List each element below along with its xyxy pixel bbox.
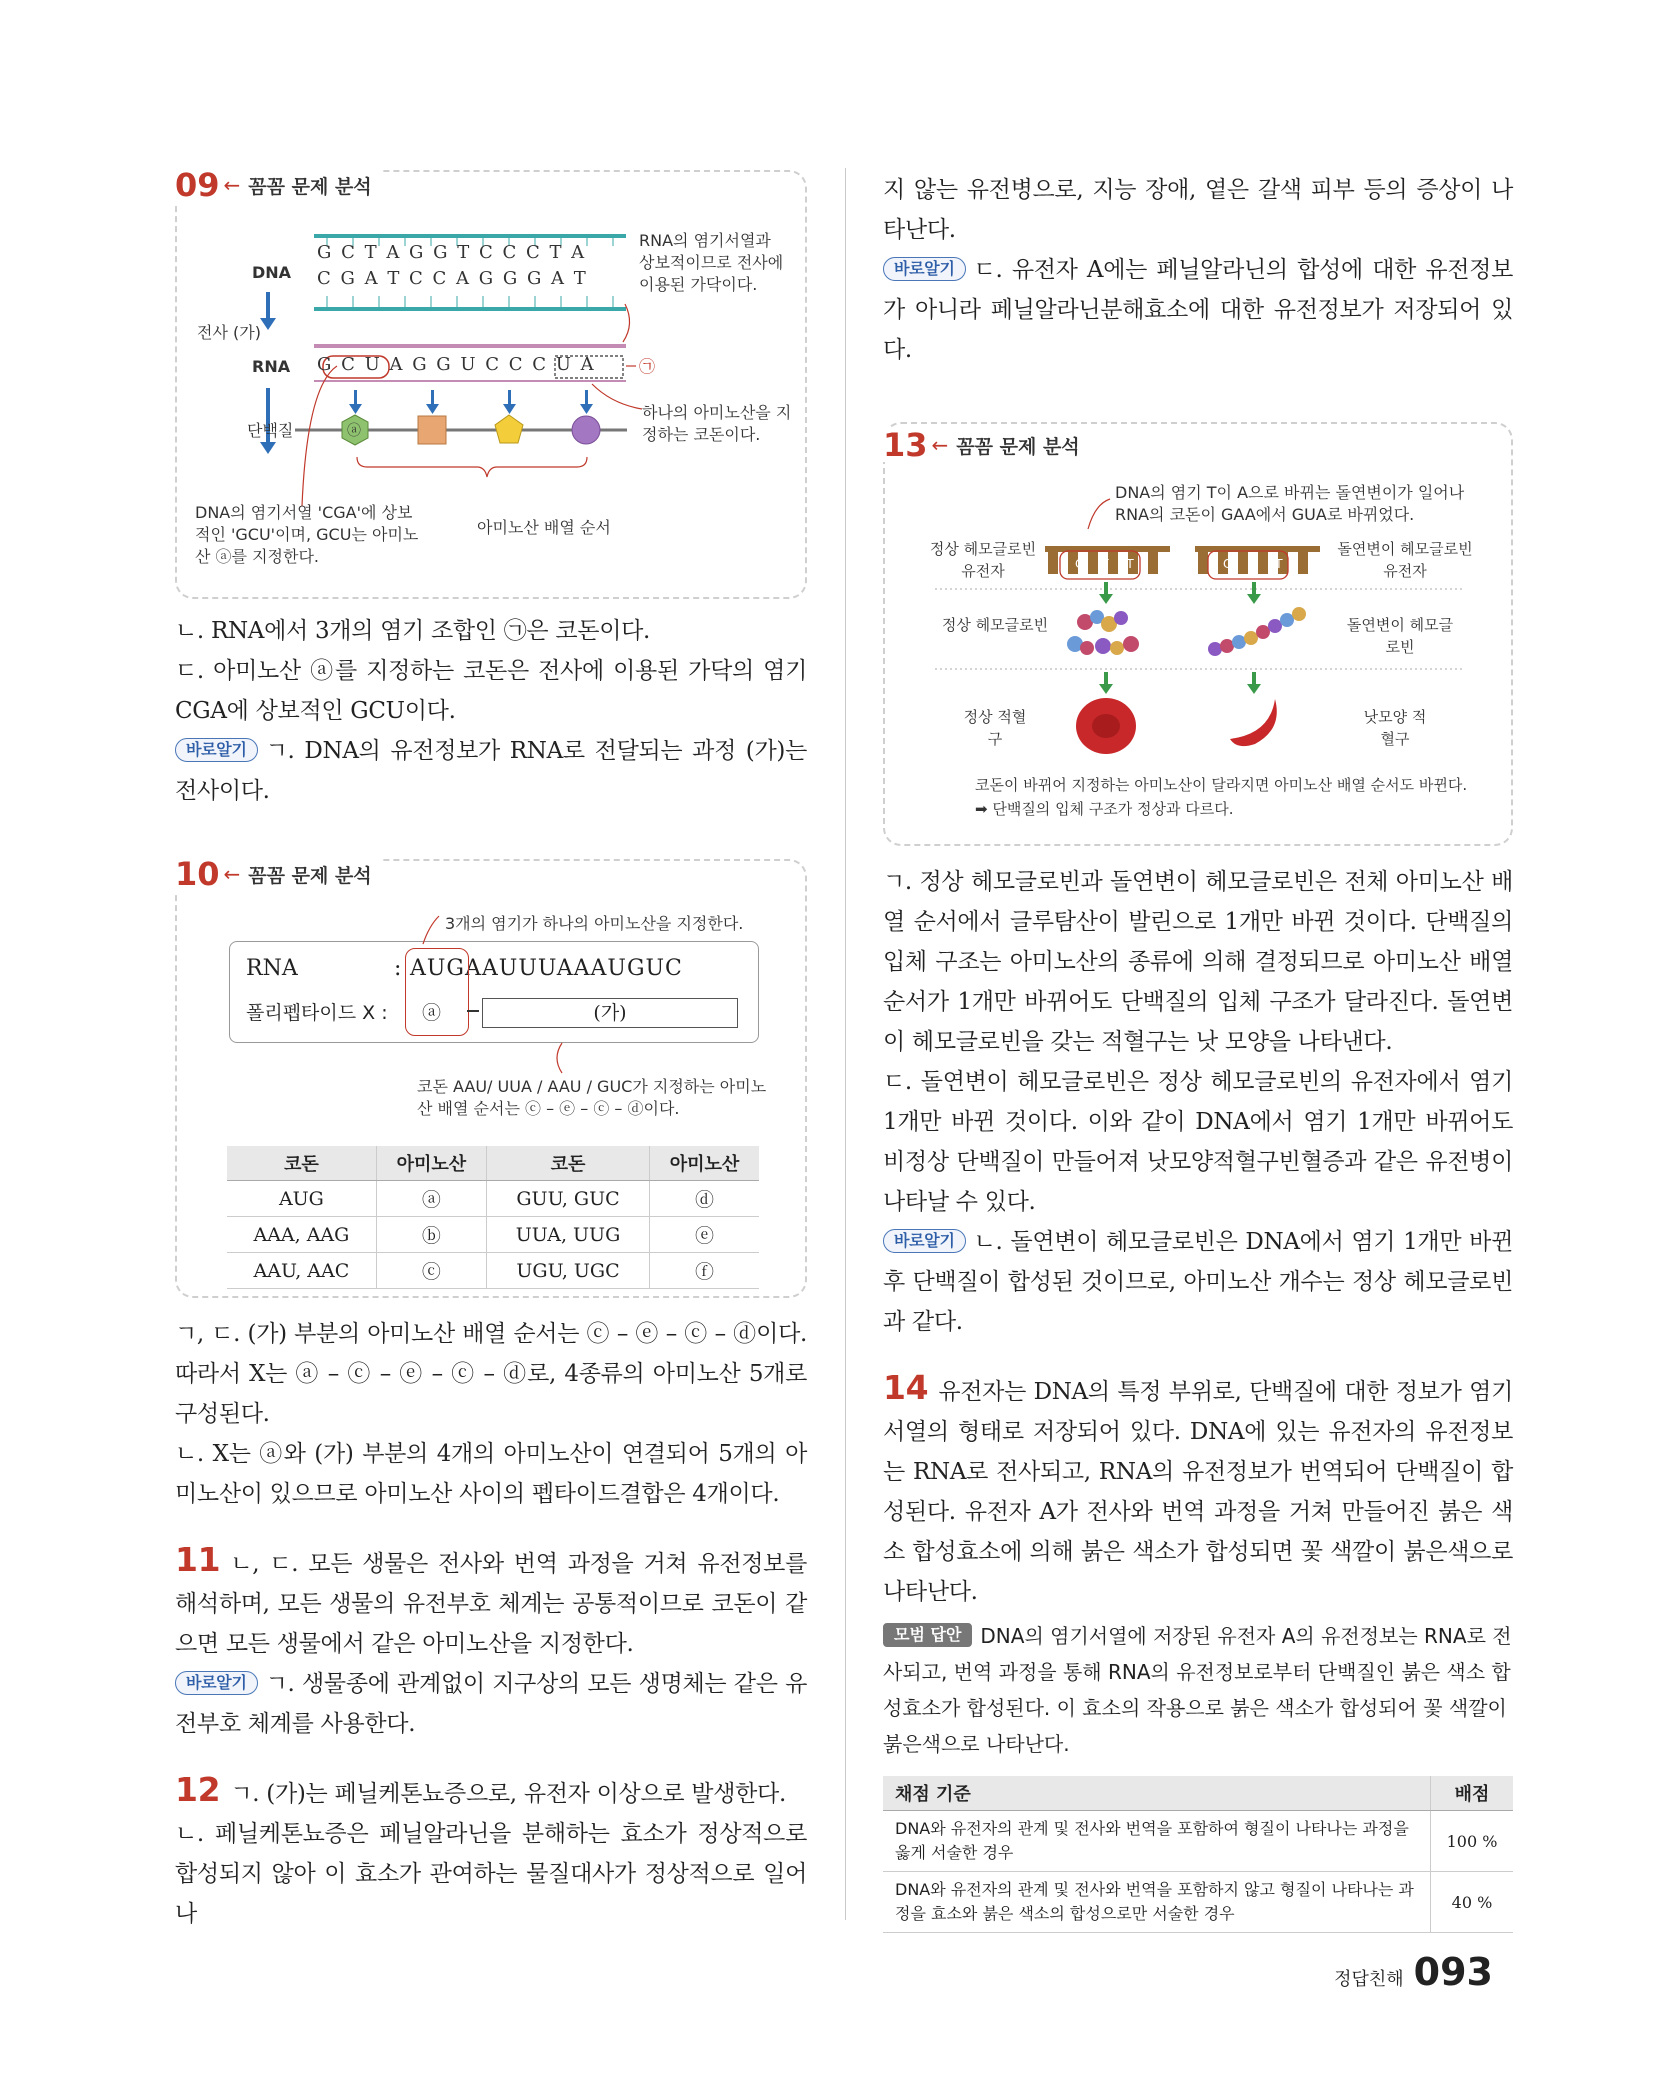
mutant-gene-label: 돌연변이 헤모글로빈 유전자: [1337, 540, 1473, 580]
poly-label: 폴리펩타이드 X :: [246, 1002, 388, 1024]
seq-mutant: C A T: [1223, 557, 1290, 571]
amino-acid-circle: [572, 416, 600, 444]
rna-seq-box: RNA : AUGAAUUUAAAUGUC 폴리펩타이드 X : ⓐ (가): [229, 941, 759, 1043]
q12-text-2: ㄴ. 페닐케톤뇨증은 페닐알라닌을 분해하는 효소가 정상적으로 합성되지 않아 이 효소가 관여하는 물질대사가 정상적으로 일어나: [175, 1821, 807, 1927]
normal-hemoglobin: [1067, 610, 1139, 655]
dash-icon: ←: [223, 173, 241, 197]
q10-rna-seq: AUGAAUUUAAAUGUC: [410, 956, 683, 981]
left-column: [175, 166, 807, 1934]
model-answer-badge: 모범 답안: [883, 1623, 972, 1647]
q11-number: 11: [175, 1540, 221, 1579]
dash-icon: ←: [223, 862, 241, 886]
q13-note-top: DNA의 염기 T이 A으로 바뀌는 돌연변이가 일어나 RNA의 코돈이 GAA에서 GUA로 바뀌었다.: [1115, 483, 1465, 524]
poly-ga-box: (가): [482, 998, 738, 1028]
amino-acid-square: [418, 416, 446, 444]
note-gcu: DNA의 염기서열 'CGA'에 상보적인 'GCU'이며, GCU는 아미노산 ⓐ를 지정한다.: [195, 503, 419, 566]
q10-note-bottom: 코돈 AAU/ UUA / AAU / GUC가 지정하는 아미노산 배열 순서는 ⓒ – ⓔ – ⓒ – ⓓ이다.: [417, 1077, 767, 1118]
seq-normal: C T T: [1075, 557, 1141, 571]
q09-text-d: ㄷ. 아미노산 ⓐ를 지정하는 코돈은 전사에 이용된 가닥의 염기 CGA에 상보적인 GCU이다.: [175, 658, 807, 724]
q10-note-top: 3개의 염기가 하나의 아미노산을 지정한다.: [445, 914, 744, 933]
barorgi-badge: 바로알기: [883, 257, 966, 281]
q10-rna-label: RNA: [246, 956, 298, 981]
q13-note-bottom-2: ➡ 단백질의 입체 구조가 정상과 다르다.: [975, 800, 1234, 818]
q10-analysis-box: [175, 855, 807, 1298]
sickle-rbc: [1230, 699, 1277, 746]
score-table: [883, 1776, 1513, 1933]
table-row: AAA, AAG ⓑ UUA, UUG ⓔ: [227, 1217, 759, 1253]
q09-number: 09: [175, 166, 220, 204]
rna-seq: G C U A G G U C C C U A: [317, 354, 596, 375]
table-row: DNA와 유전자의 관계 및 전사와 번역을 포함하여 형질이 나타나는 과정을 옳게 서술한 경우 100 %: [883, 1811, 1513, 1872]
protein-label: 단백질: [247, 421, 294, 440]
rna-strand: [314, 344, 626, 348]
mutant-rbc-label: 낫모양 적혈구: [1363, 708, 1427, 748]
transcription-label: 전사 (가): [197, 323, 261, 342]
normal-rbc-label: 정상 적혈구: [963, 708, 1027, 748]
q13-text-d: ㄷ. 돌연변이 헤모글로빈은 정상 헤모글로빈의 유전자에서 염기 1개만 바뀐 것이다. 이와 같이 DNA에서 염기 1개만 바뀌어도 비정상 단백질이 만들어져 낫모양적혈구빈혈증과 같은 유전병이 나타날 수 있다.: [883, 1069, 1513, 1215]
codon-header: 코돈: [227, 1146, 376, 1181]
codon-table-wrap: [227, 1146, 759, 1289]
mutant-hemoglobin: [1208, 607, 1306, 656]
dash-icon: ←: [931, 433, 949, 457]
q14-number: 14: [883, 1368, 929, 1407]
q09-barorgi-text: ㄱ. DNA의 유전정보가 RNA로 전달되는 과정 (가)는 전사이다.: [175, 738, 807, 804]
column-divider: [845, 168, 846, 1920]
codon-header: 코돈: [486, 1146, 649, 1181]
poly-marker-a: ⓐ: [422, 1002, 442, 1024]
barorgi-badge: 바로알기: [175, 1671, 258, 1695]
criteria-header: 채점 기준: [883, 1776, 1431, 1811]
codon-table: [227, 1146, 759, 1289]
q09-analysis-box: [175, 166, 807, 599]
q13-label: 꼼꼼 문제 분석: [956, 435, 1080, 458]
q13-barorgi: 바로알기 ㄴ. 돌연변이 헤모글로빈은 DNA에서 염기 1개만 바뀐 후 단백질이 합성된 것이므로, 아미노산 개수는 정상 헤모글로빈과 같다.: [883, 1229, 1513, 1335]
dna-top-seq: G C T A G G T C C C T A: [317, 242, 587, 263]
q12-text-1: 12 ㄱ. (가)는 페닐케톤뇨증으로, 유전자 이상으로 발생한다.: [175, 1770, 786, 1809]
note-order: 아미노산 배열 순서: [477, 518, 611, 537]
amino-header: 아미노산: [650, 1146, 759, 1181]
q12-number: 12: [175, 1770, 221, 1809]
q13-number: 13: [883, 426, 928, 464]
amino-header: 아미노산: [376, 1146, 486, 1181]
q09-text-n: ㄴ. RNA에서 3개의 염기 조합인 ㉠은 코돈이다.: [175, 618, 651, 644]
dna-bottom-seq: C G A T C C A G G G A T: [317, 268, 588, 289]
q10-text-2: ㄴ. X는 ⓐ와 (가) 부분의 4개의 아미노산이 연결되어 5개의 아미노산이 있으므로 아미노산 사이의 펩타이드결합은 4개이다.: [175, 1441, 807, 1507]
footer-label: 정답친해: [1334, 1969, 1404, 1990]
q10-label: 꼼꼼 문제 분석: [248, 864, 372, 887]
q13-analysis-box: [883, 422, 1513, 846]
q09-barorgi: [175, 731, 807, 811]
dna-strand-bottom: [314, 307, 626, 311]
dna-label: DNA: [252, 263, 292, 282]
normal-hb-label: 정상 헤모글로빈: [941, 616, 1049, 634]
table-row: AAU, AAC ⓒ UGU, UGC ⓕ: [227, 1253, 759, 1289]
page-footer: [1334, 1950, 1493, 1994]
note-template: RNA의 염기서열과 상보적이므로 전사에 이용된 가닥이다.: [639, 231, 784, 294]
table-row: DNA와 유전자의 관계 및 전사와 번역을 포함하지 않고 형질이 나타나는 과정을 효소와 붉은 색소의 합성으로만 서술한 경우 40 %: [883, 1872, 1513, 1933]
points-header: 배점: [1431, 1776, 1514, 1811]
marker-g: ㉠: [639, 357, 656, 376]
q14-text: 14 유전자는 DNA의 특정 부위로, 단백질에 대한 정보가 염기서열의 형태로 저장되어 있다. DNA에 있는 유전자의 유전정보는 RNA로 전사되고, RNA의 유전정보가 번역되어 단백질이 합성된다. 유전자 A가 전사와 번역 과정을 거쳐 만들어진 붉은 색소 합성효소에 의해 붉은 색소가 합성되면 꽃 색깔이 붉은색으로 나타난다.: [883, 1368, 1513, 1605]
dna-strand-top: [314, 234, 626, 238]
q10-number: 10: [175, 855, 220, 893]
barorgi-badge: 바로알기: [175, 738, 258, 762]
normal-gene-label: 정상 헤모글로빈 유전자: [929, 540, 1037, 580]
q09-label: 꼼꼼 문제 분석: [248, 175, 372, 198]
page-number: 093: [1413, 1950, 1493, 1994]
marker-a: ⓐ: [347, 423, 361, 439]
q10-header: [175, 857, 380, 891]
q11-text: 11 ㄴ, ㄷ. 모든 생물은 전사와 번역 과정을 거쳐 유전정보를 해석하며, 모든 생물의 유전부호 체계는 공통적이므로 코돈이 같으면 모든 생물에서 같은 아미노산을 지정한다.: [175, 1540, 807, 1657]
barorgi-badge: 바로알기: [883, 1229, 966, 1253]
q12-text-cont: 지 않는 유전병으로, 지능 장애, 옅은 갈색 피부 등의 증상이 나타난다.: [883, 177, 1513, 243]
q10-text-1: ㄱ, ㄷ. (가) 부분의 아미노산 배열 순서는 ⓒ – ⓔ – ⓒ – ⓓ이다. 따라서 X는 ⓐ – ⓒ – ⓔ – ⓒ – ⓓ로, 4종류의 아미노산 5개로 구성된다.: [175, 1321, 807, 1427]
note-codon: 하나의 아미노산을 지정하는 코돈이다.: [642, 403, 792, 444]
q11-barorgi: 바로알기 ㄱ. 생물종에 관계없이 지구상의 모든 생명체는 같은 유전부호 체계를 사용한다.: [175, 1671, 807, 1737]
q14-answer: 모범 답안 DNA의 염기서열에 저장된 유전자 A의 유전정보는 RNA로 전사되고, 번역 과정을 통해 RNA의 유전정보로부터 단백질인 붉은 색소 합성효소가 합성된다. 이 효소의 작용으로 붉은 색소가 합성되어 꽃 색깔이 붉은색으로 나타난다.: [883, 1624, 1512, 1756]
right-column: [883, 170, 1513, 1933]
q12-barorgi: 바로알기 ㄷ. 유전자 A에는 페닐알라닌의 합성에 대한 유전정보가 아니라 페닐알라닌분해효소에 대한 유전정보가 저장되어 있다.: [883, 257, 1513, 363]
q13-text-g: ㄱ. 정상 헤모글로빈과 돌연변이 헤모글로빈은 전체 아미노산 배열 순서에서 글루탐산이 발린으로 1개만 바뀐 것이다. 단백질의 입체 구조는 아미노산의 종류에 의해 결정되므로 아미노산 배열 순서가 1개만 바뀌어도 단백질의 입체 구조가 달라진다. 돌연변이 헤모글로빈을 갖는 적혈구는 낫 모양을 나타낸다.: [883, 869, 1513, 1055]
q13-note-bottom-1: 코돈이 바뀌어 지정하는 아미노산이 달라지면 아미노산 배열 순서도 바뀐다.: [975, 776, 1468, 794]
rna-label: RNA: [252, 357, 291, 376]
amino-acid-pentagon: [495, 415, 523, 443]
mutant-hb-label: 돌연변이 헤모글로빈: [1346, 616, 1454, 656]
table-row: AUG ⓐ GUU, GUC ⓓ: [227, 1181, 759, 1217]
